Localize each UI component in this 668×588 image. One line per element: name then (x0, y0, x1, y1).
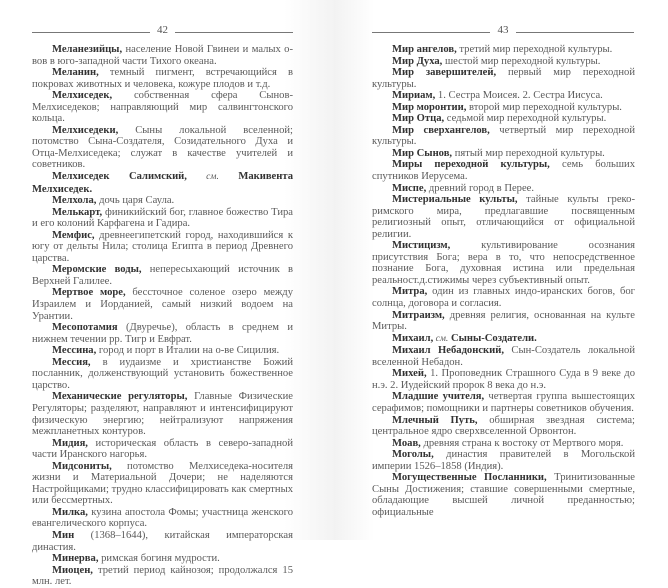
glossary-entry (372, 310, 635, 333)
glossary-entry (32, 461, 293, 507)
glossary-entry (32, 345, 293, 357)
glossary-entry (32, 171, 293, 195)
entry-term: Младшие учителя, (392, 391, 485, 403)
entry-definition: обширная звездная система; центральное ядро сверхвселенной Орвонтон. (372, 414, 635, 438)
entry-definition: древнеегипетский город, находившийся к югу от дельты Нила; столица Египта в период Древнего царства. (32, 229, 293, 264)
glossary-entry (372, 368, 635, 391)
entry-term: Мелхиседеки, (52, 124, 119, 136)
entry-definition: собственная сфера Сынов-Мелхиседеков; направляющий мир салвингтонского кольца. (32, 90, 293, 125)
entry-definition: бессточное соленое озеро между Израилем и Иорданией, самый низкий водоем на Урантии. (32, 287, 293, 322)
glossary-entry (32, 565, 293, 588)
glossary-entry (32, 530, 293, 553)
entry-term: Мир Сынов, (392, 147, 453, 159)
page-number: 42 (157, 24, 168, 36)
see-reference-target: Макивента Мелхиседек. (32, 171, 293, 195)
entry-term: Митраизм, (392, 309, 445, 321)
entry-term: Мир ангелов, (392, 44, 457, 55)
entry-term: Мир Отца, (392, 113, 445, 125)
entry-definition: Главные Физические Регуляторы; разделяют, направляют и интенсифицируют физическую энергию; нейтрализуют напряжения межпланетных контуров. (32, 391, 293, 438)
entry-term: Михаил, (392, 332, 434, 344)
entry-term: Мемфис, (52, 229, 95, 241)
glossary-entry (32, 507, 293, 530)
glossary-entry (32, 322, 293, 345)
entry-term: Мириам, (392, 90, 436, 102)
entry-term: Мелхола, (52, 195, 97, 207)
entry-definition: семь больших спутников Иерусема. (372, 159, 635, 183)
glossary-entry (372, 449, 635, 472)
header-rule (175, 32, 293, 33)
entry-definition: третий период кайнозоя; продолжался 15 млн. лет. (32, 564, 293, 588)
glossary-entry (372, 102, 635, 114)
entry-definition: династия правителей в Могольской империи 1526–1858 (Индия). (372, 449, 635, 472)
entry-term: Могущественные Посланники, (392, 472, 547, 484)
entry-term: Мелхиседек, (52, 90, 113, 102)
see-reference-label: см. (433, 333, 449, 344)
entry-term: Мидия, (52, 437, 88, 449)
entry-definition: четвертая группа вышестоящих серафимов; помощники и партнеры советников обучения. (372, 391, 635, 414)
glossary-entry (372, 286, 635, 309)
entry-definition: Сыны локальной вселенной; потомство Сына-Создателя, Созидательного Духа и Отца-Мелхиседека; служат в качестве учителей и советников. (32, 124, 293, 171)
entry-term: Мессия, (52, 356, 91, 368)
entry-definition: население Новой Гвинеи и малых о-вов в юго-западной части Тихого океана. (32, 44, 293, 67)
entry-definition: римская богиня мудрости. (98, 553, 220, 565)
glossary-entry (32, 264, 293, 287)
glossary-entry (32, 44, 293, 67)
entry-definition: второй мир переходной культуры. (466, 101, 622, 113)
entry-definition: город и порт в Италии на о-ве Сицилия. (96, 345, 280, 357)
entry-term: Мертвое море, (52, 287, 126, 299)
glossary-entry (372, 345, 635, 368)
entry-term: Меромские воды, (52, 264, 142, 276)
entry-term: Мидсониты, (52, 460, 112, 472)
glossary-entry (372, 148, 635, 160)
entry-term: Миры переходной культуры, (392, 159, 550, 171)
entry-definition: первый мир переходной культуры. (372, 67, 635, 90)
glossary-entry (372, 472, 635, 518)
entry-definition: потомство Мелхиседека-носителя жизни и Материальной Дочери; не наделяются Настройщиками; трудно классифицировать как смертных или бессмертных. (32, 460, 293, 507)
entry-term: Моголы, (392, 449, 434, 461)
glossary-entry (372, 415, 635, 438)
entry-term: Мир Духа, (392, 55, 443, 67)
entry-term: Мелькарт, (52, 206, 103, 218)
entry-definition: Тринитизованные Сыны Достижения; ставшие совершенными смертные, обладающие высшей личной преданностью; официальные (372, 472, 635, 518)
see-reference-target: Сыны-Создатели. (448, 332, 537, 344)
entry-definition: древняя страна к востоку от Мертвого моря. (420, 437, 624, 449)
entry-term: Михаил Небадонский, (392, 345, 504, 357)
entry-term: Мелхиседек Салимский, (52, 171, 187, 183)
entry-term: Млечный Путь, (392, 414, 478, 426)
entry-definition: четвертый мир переходной культуры. (372, 124, 635, 148)
entry-definition: (Двуречье), область в среднем и нижнем течении рр. Тигр и Евфрат. (32, 322, 293, 345)
entry-definition: историческая область в северо-западной части Иранского нагорья. (32, 437, 293, 461)
entry-definition: тайные культы греко-римского мира, предлагавшие посвященным религиозный опыт, отличающийся от официальной религии. (372, 194, 635, 240)
entry-definition: кузина апостола Фомы; участница женского евангелического корпуса. (32, 506, 293, 530)
entry-term: Мир моронтии, (392, 101, 467, 113)
entry-term: Митра, (392, 286, 428, 298)
entry-definition: в иудаизме и христианстве Божий посланник, долженствующий установить божественное царство. (32, 356, 293, 391)
glossary-entry (32, 125, 293, 171)
glossary-entry (372, 391, 635, 414)
entry-definition: седьмой мир переходной культуры. (444, 113, 607, 125)
glossary-entry (372, 44, 635, 56)
glossary-entries (32, 44, 293, 588)
page-header (372, 23, 634, 37)
entry-definition: финикийский бог, главное божество Тира и его колоний Карфагена и Гадира. (32, 206, 293, 230)
entry-definition: дочь царя Саула. (96, 195, 175, 207)
glossary-entry (32, 357, 293, 392)
entry-definition: (1368–1644), китайская императорская династия. (32, 529, 293, 553)
entry-definition: непересыхающий источник в Верхней Галилее. (32, 264, 293, 287)
header-rule (516, 32, 634, 33)
entry-term: Месопотамия (52, 322, 118, 334)
entry-term: Меланин, (52, 67, 99, 79)
entry-term: Минерва, (52, 553, 99, 565)
entry-definition: Сын-Создатель локальной вселенной Небадон. (372, 345, 635, 368)
entry-term: Меланезийцы, (52, 44, 123, 55)
glossary-entry (372, 240, 635, 286)
glossary-entry (32, 287, 293, 322)
entry-term: Михей, (392, 368, 427, 380)
entry-definition: 1. Сестра Моисея. 2. Сестра Иисуса. (435, 90, 603, 102)
entry-term: Мир сверхангелов, (392, 124, 490, 136)
entry-term: Мессина, (52, 345, 97, 357)
glossary-entry (372, 90, 635, 102)
glossary-entry (32, 207, 293, 230)
glossary-entry (372, 56, 635, 68)
entry-definition: третий мир переходной культуры. (456, 44, 613, 55)
entry-definition: темный пигмент, встречающийся в покровах животных и человека, кожуре плодов и т.д. (32, 67, 293, 90)
glossary-entries (372, 44, 635, 518)
entry-term: Мин (52, 529, 75, 541)
entry-definition: пятый мир переходной культуры. (452, 147, 605, 159)
glossary-entry (372, 159, 635, 182)
entry-term: Мистицизм, (392, 240, 451, 252)
entry-definition: один из главных индо-иранских богов, бог солнца, договора и согласия. (372, 286, 635, 310)
see-reference-label: см. (186, 172, 219, 183)
glossary-entry (32, 67, 293, 90)
entry-term: Мир завершителей, (392, 67, 497, 79)
glossary-entry (32, 90, 293, 125)
entry-term: Миспе, (392, 182, 427, 194)
glossary-entry (32, 438, 293, 461)
glossary-entry (372, 333, 635, 346)
glossary-entry (32, 195, 293, 207)
entry-term: Механические регуляторы, (52, 391, 188, 403)
glossary-entry (372, 183, 635, 195)
page-number: 43 (497, 24, 509, 36)
entry-definition: древняя религия, основанная на культе Митры. (372, 309, 635, 333)
entry-term: Миоцен, (52, 564, 93, 576)
entry-definition: шестой мир переходной культуры. (442, 55, 601, 67)
entry-definition: древний город в Перее. (426, 182, 535, 194)
page-header (32, 23, 293, 37)
glossary-entry (372, 438, 635, 450)
glossary-entry (372, 194, 635, 240)
entry-definition: 1. Проповедник Страшного Суда в 9 веке до н.э. 2. Иудейский пророк 8 века до н.э. (372, 368, 635, 391)
entry-term: Мистериальные культы, (392, 194, 518, 206)
glossary-entry (372, 113, 635, 125)
glossary-entry (32, 553, 293, 565)
glossary-entry (32, 391, 293, 437)
right-page (334, 0, 668, 540)
glossary-entry (32, 230, 293, 265)
entry-term: Моав, (392, 437, 421, 449)
entry-definition: культивирование осознания присутствия Бога; вера в то, что непосредственное познание Бога, духовная истина или предельная реальност.д.стижимы через субъективный опыт. (372, 240, 635, 286)
entry-term: Милка, (52, 506, 88, 518)
glossary-entry (372, 125, 635, 148)
glossary-entry (372, 67, 635, 90)
